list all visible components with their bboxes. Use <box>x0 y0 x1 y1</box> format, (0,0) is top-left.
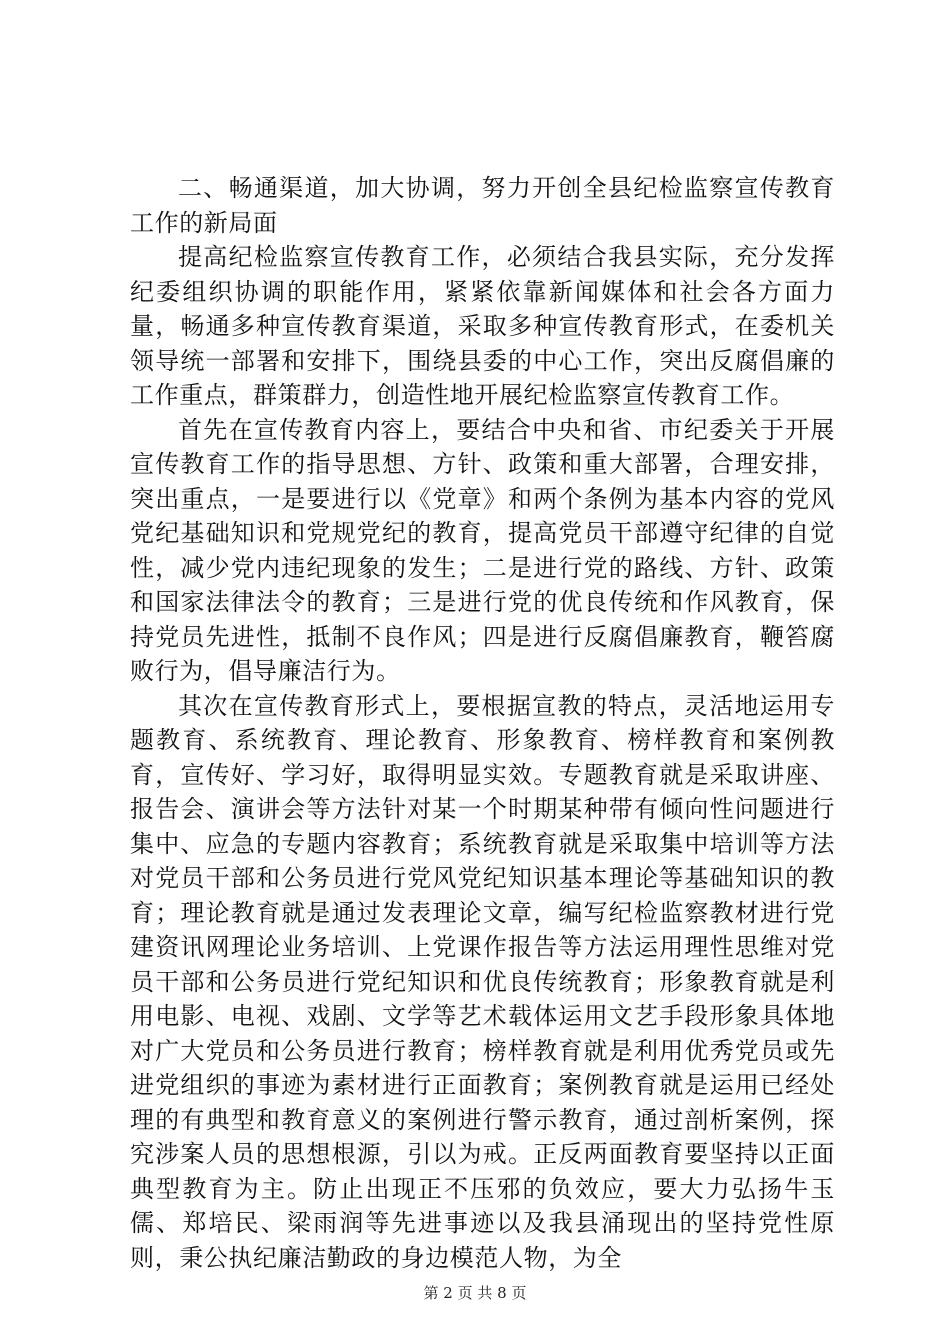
body-paragraph: 其次在宣传教育形式上，要根据宣教的特点，灵活地运用专题教育、系统教育、理论教育、形象教育、榜样教育和案例教育，宣传好、学习好，取得明显实效。专题教育就是采取讲座、报告会、演讲会等方法针对某一个时期某种带有倾向性问题进行集中、应急的专题内容教育；系统教育就是采取集中培训等方法对党员干部和公务员进行党风党纪知识基本理论等基础知识的教育；理论教育就是通过发表理论文章，编写纪检监察教材进行党建资讯网理论业务培训、上党课作报告等方法运用理性思维对党员干部和公务员进行党纪知识和优良传统教育；形象教育就是利用电影、电视、戏剧、文学等艺术载体运用文艺手段形象具体地对广大党员和公务员进行教育；榜样教育就是利用优秀党员或先进党组织的事迹为素材进行正面教育；案例教育就是运用已经处理的有典型和教育意义的案例进行警示教育，通过剖析案例，探究涉案人员的思想根源，引以为戒。正反两面教育要坚持以正面典型教育为主。防止出现正不压邪的负效应，要大力弘扬牛玉儒、郑培民、梁雨润等先进事迹以及我县涌现出的坚持党性原则，秉公执纪廉洁勤政的身边模范人物，为全 <box>130 691 835 1272</box>
page-number-footer: 第 2 页 共 8 页 <box>423 1284 527 1302</box>
document-body <box>130 171 835 1275</box>
section-heading-paragraph: 二、畅通渠道，加大协调，努力开创全县纪检监察宣传教育工作的新局面 <box>130 174 835 237</box>
body-paragraph: 首先在宣传教育内容上，要结合中央和省、市纪委关于开展宣传教育工作的指导思想、方针、政策和重大部署，合理安排，突出重点，一是要进行以《党章》和两个条例为基本内容的党风党纪基础知识和党规党纪的教育，提高党员干部遵守纪律的自觉性，减少党内违纪现象的发生；二是进行党的路线、方针、政策和国家法律法令的教育；三是进行党的优良传统和作风教育，保持党员先进性，抵制不良作风；四是进行反腐倡廉教育，鞭笞腐败行为，倡导廉洁行为。 <box>130 415 835 685</box>
body-paragraph: 提高纪检监察宣传教育工作，必须结合我县实际，充分发挥纪委组织协调的职能作用，紧紧依靠新闻媒体和社会各方面力量，畅通多种宣传教育渠道，采取多种宣传教育形式，在委机关领导统一部署和安排下，围绕县委的中心工作，突出反腐倡廉的工作重点，群策群力，创造性地开展纪检监察宣传教育工作。 <box>130 243 835 409</box>
